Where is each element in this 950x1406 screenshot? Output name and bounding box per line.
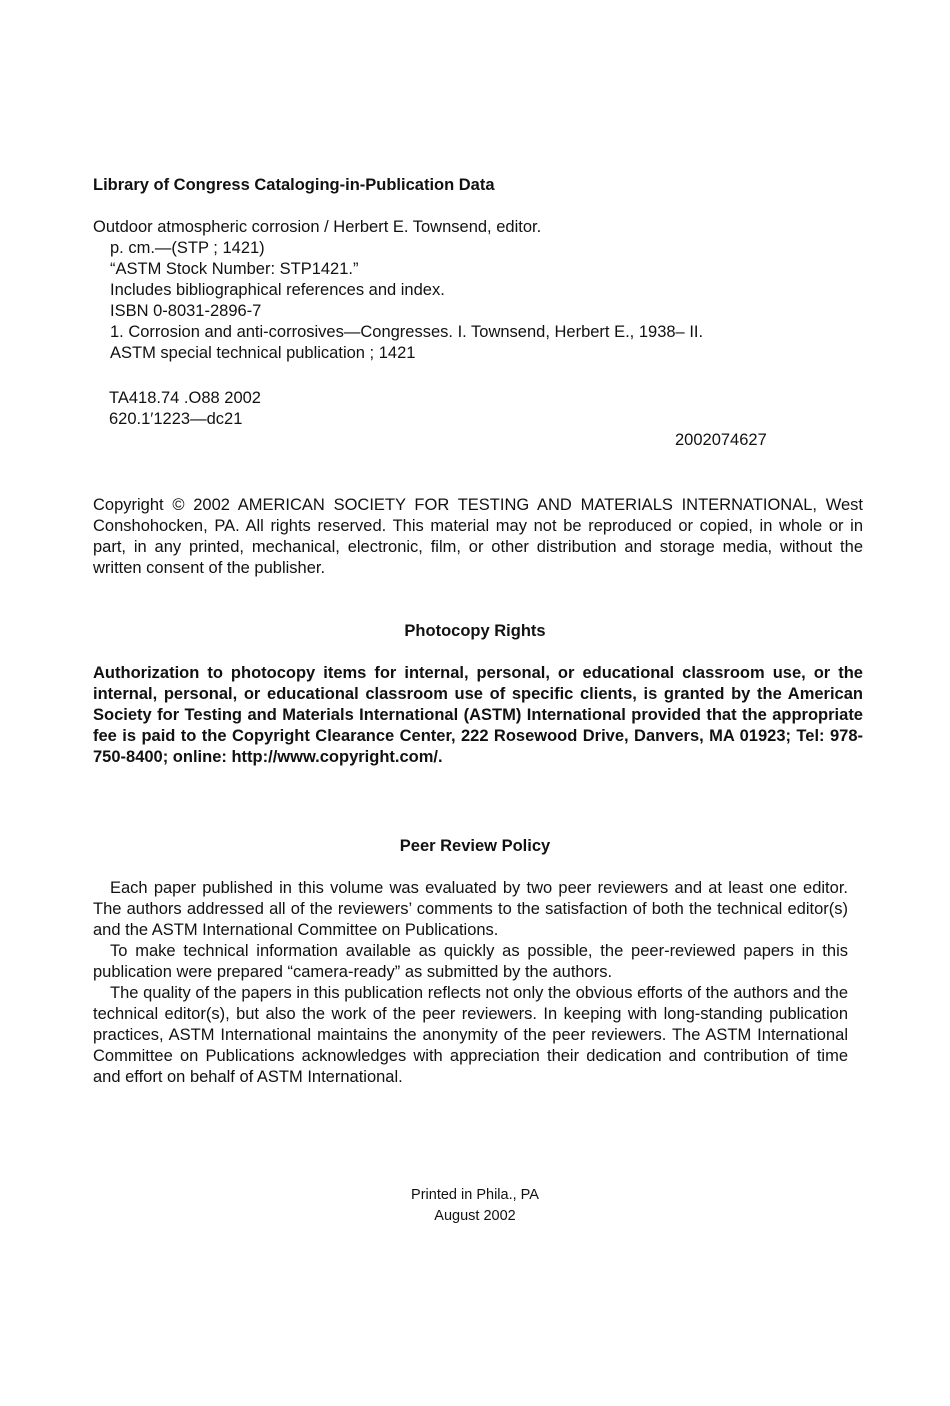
cip-line: “ASTM Stock Number: STP1421.”	[110, 260, 359, 278]
lccn: 2002074627	[675, 431, 767, 449]
cip-line: ISBN 0-8031-2896-7	[110, 302, 262, 320]
photocopy-rights-body: Authorization to photocopy items for internal, personal, or educational classroom use, or the internal, personal, or educational classroom use of specific clients, is granted by the American Society for Testing and Materials International (ASTM) International provided that the appropriate fee is paid to the Copyright Clearance Center, 222 Rosewood Drive, Danvers, MA 01923; Tel: 978-750-8400; online: http://www.copyright.com/.	[93, 664, 863, 766]
cip-line: Outdoor atmospheric corrosion / Herbert E. Townsend, editor.	[93, 218, 542, 236]
cip-record	[93, 217, 853, 364]
copyright-notice: Copyright © 2002 AMERICAN SOCIETY FOR TESTING AND MATERIALS INTERNATIONAL, West Conshohocken, PA. All rights reserved. This material may not be reproduced or copied, in whole or in part, in any printed, mechanical, electronic, film, or other distribution and storage media, without the written consent of the publisher.	[93, 496, 863, 577]
imprint	[0, 1185, 950, 1227]
cip-line: p. cm.—(STP ; 1421)	[110, 239, 265, 257]
peer-review-title: Peer Review Policy	[399, 837, 551, 855]
peer-review-paragraph: Each paper published in this volume was evaluated by two peer reviewers and at least one editor. The authors addressed all of the reviewers’ comments to the satisfaction of both the technical editor(s) and the ASTM International Committee on Publications.	[93, 879, 848, 939]
photocopy-rights-title: Photocopy Rights	[404, 622, 546, 640]
peer-review-body	[93, 878, 848, 1088]
printed-location: Printed in Phila., PA	[411, 1187, 539, 1203]
cip-line: Includes bibliographical references and index.	[110, 281, 445, 299]
dewey-number: 620.1′1223—dc21	[109, 410, 243, 428]
cip-heading: Library of Congress Cataloging-in-Publication Data	[93, 176, 495, 194]
call-number: TA418.74 .O88 2002	[109, 389, 261, 407]
printed-date: August 2002	[434, 1208, 516, 1224]
peer-review-paragraph: The quality of the papers in this publication reflects not only the obvious efforts of the authors and the technical editor(s), but also the work of the peer reviewers. In keeping with long-standing publication practices, ASTM International maintains the anonymity of the peer reviewers. The ASTM International Committee on Publications acknowledges with appreciation their dedication and contribution of time and effort on behalf of ASTM International.	[93, 984, 848, 1086]
peer-review-paragraph: To make technical information available as quickly as possible, the peer-reviewed papers in this publication were prepared “camera-ready” as submitted by the authors.	[93, 942, 848, 981]
cip-classification	[109, 388, 261, 430]
cip-line: ASTM special technical publication ; 1421	[110, 344, 416, 362]
cip-line: 1. Corrosion and anti-corrosives—Congresses. I. Townsend, Herbert E., 1938– II.	[110, 323, 704, 341]
